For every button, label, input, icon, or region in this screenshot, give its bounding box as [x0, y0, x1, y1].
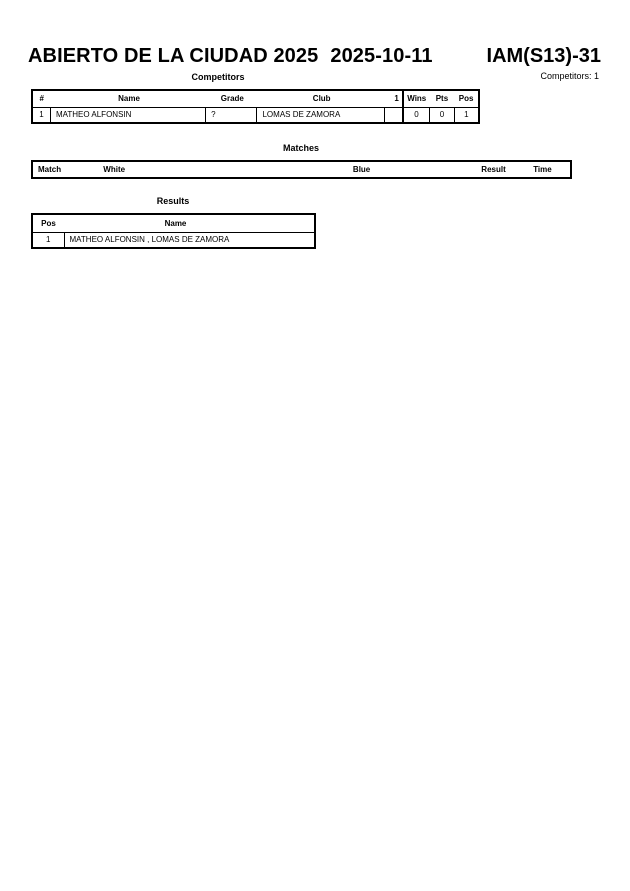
competitor-index: 1 [32, 107, 50, 123]
col-white: White [103, 165, 126, 174]
competitor-grade: ? [206, 107, 257, 123]
col-grade: Grade [220, 94, 244, 104]
competitor-club: LOMAS DE ZAMORA [257, 107, 384, 123]
results-table [31, 213, 316, 249]
competitor-wins: 0 [403, 107, 430, 123]
competitors-section-label: Competitors [191, 72, 245, 82]
result-name: MATHEO ALFONSIN , LOMAS DE ZAMORA [64, 232, 315, 248]
competitor-round-1 [384, 107, 402, 123]
table-row [32, 107, 479, 123]
col-pts: Pts [435, 94, 449, 104]
results-section-label: Results [156, 196, 190, 206]
results-header-row [32, 214, 315, 232]
competitors-table [31, 89, 480, 124]
competitor-name: MATHEO ALFONSIN [50, 107, 205, 123]
col-index: # [39, 94, 44, 104]
col-spacer [370, 161, 472, 178]
competitors-header-row [32, 90, 479, 107]
table-row [32, 232, 315, 248]
category-code: IAM(S13)-31 [486, 45, 601, 67]
col-pos: Pos [458, 94, 474, 104]
col-result-name: Name [164, 218, 187, 228]
col-name: Name [118, 94, 140, 104]
col-club: Club [312, 94, 331, 104]
event-name: ABIERTO DE LA CIUDAD 2025 [28, 45, 319, 67]
col-time: Time [533, 165, 552, 174]
col-round-1: 1 [394, 94, 399, 104]
col-result: Result [481, 165, 506, 174]
col-blue: Blue [352, 165, 371, 174]
col-wins: Wins [403, 90, 430, 107]
result-pos: 1 [32, 232, 64, 248]
col-result-pos: Pos [41, 218, 56, 228]
event-date: 2025-10-11 [330, 45, 433, 67]
competitor-pts: 0 [430, 107, 455, 123]
event-title [28, 45, 433, 68]
competitor-pos: 1 [454, 107, 479, 123]
matches-table [31, 160, 572, 179]
matches-section-label: Matches [282, 143, 319, 153]
col-match: Match [38, 165, 62, 174]
matches-header-row [32, 161, 571, 178]
competitors-count: Competitors: 1 [540, 71, 599, 81]
